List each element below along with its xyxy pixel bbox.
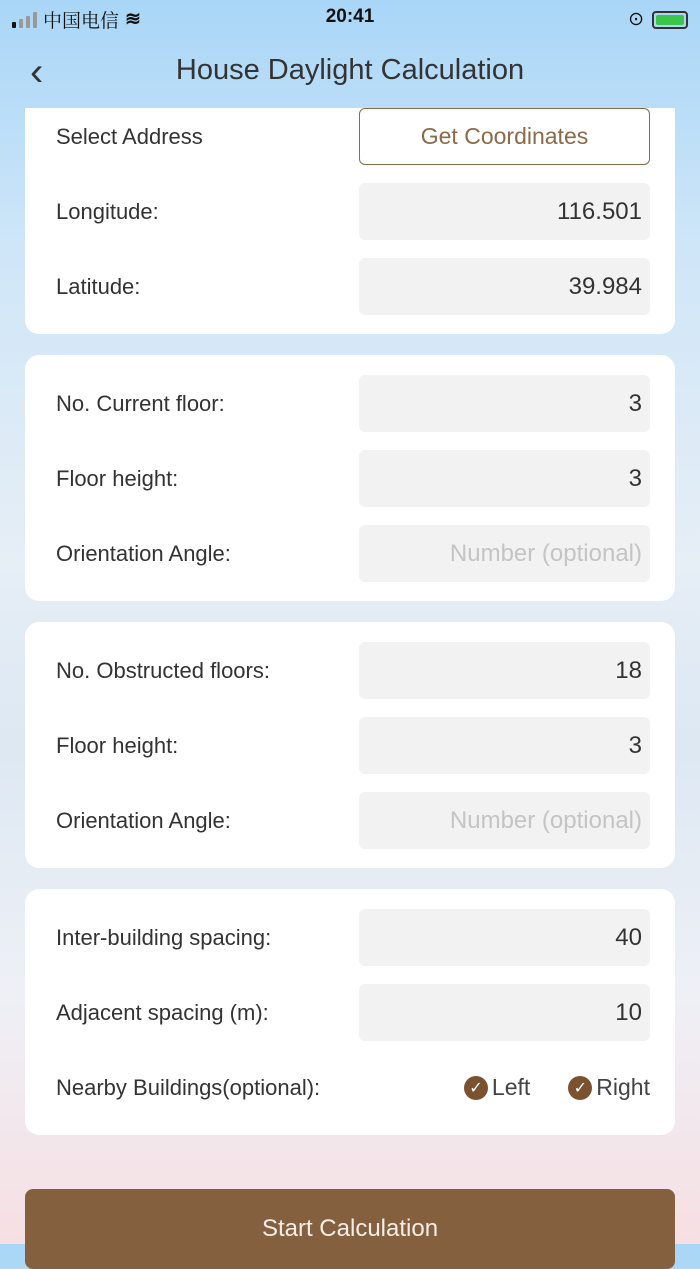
- inter-spacing-input[interactable]: 40: [359, 909, 650, 966]
- current-floor-input[interactable]: 3: [359, 375, 650, 432]
- latitude-label: Latitude:: [56, 273, 141, 299]
- adjacent-spacing-input[interactable]: 10: [359, 984, 650, 1041]
- nav-bar: [0, 36, 700, 108]
- latitude-input[interactable]: 39.984: [359, 258, 650, 315]
- obstructed-height-label: Floor height:: [56, 732, 179, 758]
- spacing-card: [25, 889, 675, 1135]
- current-floor-label: No. Current floor:: [56, 390, 225, 416]
- nearby-row: [56, 1059, 650, 1116]
- adjacent-spacing-label: Adjacent spacing (m):: [56, 999, 269, 1025]
- longitude-input[interactable]: 116.501: [359, 183, 650, 240]
- battery-icon: [652, 11, 688, 29]
- status-bar: [0, 0, 700, 36]
- obstructed-height-row: [56, 717, 650, 774]
- obstructed-angle-input[interactable]: Number (optional): [359, 792, 650, 849]
- longitude-row: [56, 183, 650, 240]
- current-height-label: Floor height:: [56, 465, 179, 491]
- obstructed-angle-row: [56, 792, 650, 849]
- obstructed-building-card: [25, 622, 675, 868]
- page-title: House Daylight Calculation: [175, 54, 525, 86]
- longitude-label: Longitude:: [56, 198, 159, 224]
- obstructed-height-input[interactable]: 3: [359, 717, 650, 774]
- get-coordinates-button[interactable]: Get Coordinates: [359, 108, 650, 165]
- obstructed-floor-label: No. Obstructed floors:: [56, 657, 270, 683]
- latitude-row: [56, 258, 650, 315]
- inter-spacing-row: [56, 909, 650, 966]
- current-height-input[interactable]: 3: [359, 450, 650, 507]
- adjacent-spacing-row: [56, 984, 650, 1041]
- check-icon: ✓: [464, 1076, 488, 1100]
- current-angle-label: Orientation Angle:: [56, 540, 231, 566]
- current-angle-row: [56, 525, 650, 582]
- select-address-label: Select Address: [56, 123, 203, 149]
- current-angle-input[interactable]: Number (optional): [359, 525, 650, 582]
- left-checkbox[interactable]: [464, 1074, 530, 1101]
- obstructed-angle-label: Orientation Angle:: [56, 807, 231, 833]
- inter-spacing-label: Inter-building spacing:: [56, 924, 272, 950]
- wifi-icon: ≋: [125, 9, 141, 30]
- rotation-lock-icon: ⊙: [628, 9, 644, 30]
- current-height-row: [56, 450, 650, 507]
- location-card: [25, 108, 675, 334]
- right-checkbox[interactable]: [568, 1074, 650, 1101]
- address-row: [56, 108, 650, 165]
- current-floor-row: [56, 375, 650, 432]
- carrier-name: 中国电信: [43, 11, 120, 32]
- obstructed-floor-input[interactable]: 18: [359, 642, 650, 699]
- check-icon: ✓: [568, 1076, 592, 1100]
- right-label: Right: [596, 1074, 650, 1100]
- clock: 20:41: [325, 6, 375, 27]
- obstructed-floor-row: [56, 642, 650, 699]
- left-label: Left: [491, 1074, 531, 1100]
- current-building-card: [25, 355, 675, 601]
- start-calculation-button[interactable]: Start Calculation: [25, 1189, 675, 1269]
- nearby-label: Nearby Buildings(optional):: [56, 1074, 321, 1100]
- back-button[interactable]: ‹: [30, 50, 44, 94]
